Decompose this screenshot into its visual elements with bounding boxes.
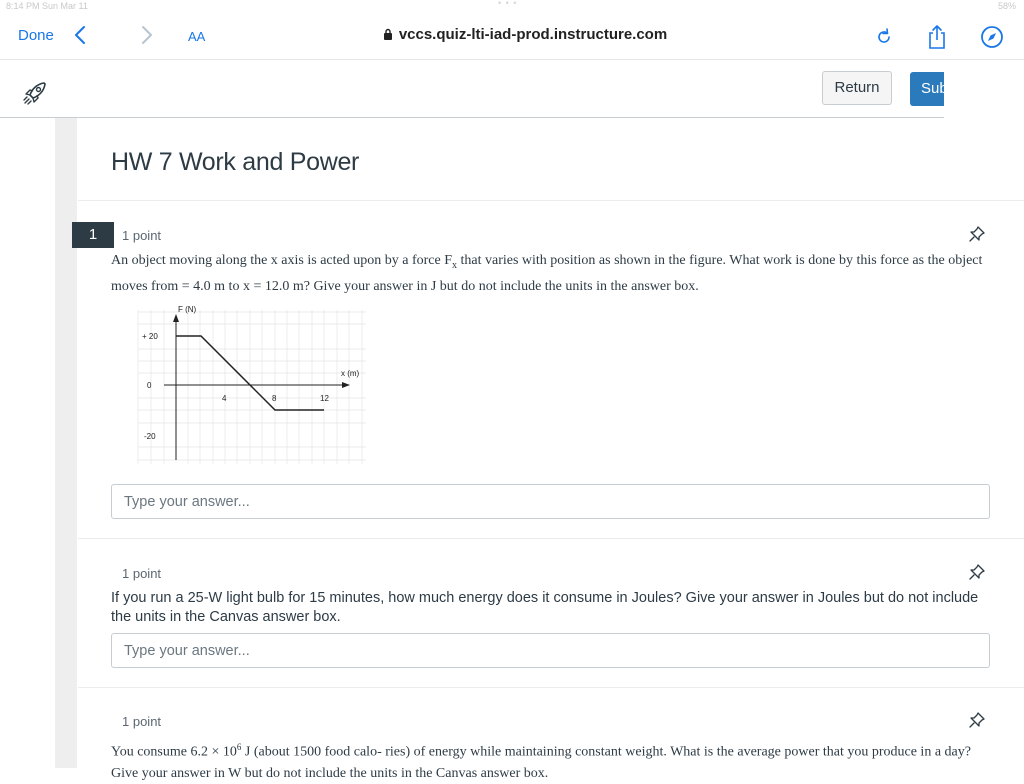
reload-icon[interactable] <box>874 27 894 47</box>
share-icon[interactable] <box>926 24 948 50</box>
divider <box>78 200 1024 201</box>
answer-field[interactable] <box>111 633 990 668</box>
question-text <box>111 250 991 297</box>
question-points: 1 point <box>122 228 162 243</box>
y-tick-label: -20 <box>144 432 156 441</box>
status-bar <box>0 0 1024 12</box>
x-tick-label: 4 <box>222 394 227 403</box>
status-time: 8:14 PM Sun Mar 11 <box>6 1 88 11</box>
multitask-dots[interactable]: • • • <box>498 0 518 8</box>
compass-icon[interactable] <box>980 25 1004 49</box>
x-tick-label: 12 <box>320 394 329 403</box>
question-text: If you run a 25-W light bulb for 15 minutes, how much energy does it consume in Joules? Give your answer in Joules but do not include the units in the Canvas answer box. <box>111 590 979 625</box>
return-button[interactable]: Return <box>822 71 892 105</box>
y-tick-label: 0 <box>147 381 152 390</box>
answer-input[interactable] <box>112 485 989 518</box>
y-axis-label: F (N) <box>178 305 197 314</box>
question-text-part: An object moving along the x axis is acted upon by a force F <box>111 253 452 268</box>
question-text <box>111 737 991 784</box>
question-text-part: You consume 6.2 × 10 <box>111 744 237 760</box>
question-superscript: 6 <box>236 742 242 752</box>
quiz-header <box>0 60 968 118</box>
submit-button[interactable]: Submit <box>910 72 944 106</box>
divider <box>78 538 1024 539</box>
question-text-part: J (about 1500 food calo- ries) of energy while maintaining constant weight. What is the average power that you produce in a day? Give your answer in W but do not include the units in the Canvas answer box. <box>111 744 971 781</box>
y-axis-arrow-icon <box>173 314 179 322</box>
back-chevron-icon[interactable] <box>71 23 91 47</box>
pushpin-icon[interactable] <box>968 225 986 243</box>
question-number: 1 <box>72 222 114 248</box>
x-axis-label: x (m) <box>341 369 360 378</box>
rocket-icon <box>22 80 48 106</box>
force-position-figure <box>134 300 368 466</box>
answer-field[interactable] <box>111 484 990 519</box>
text-size-button[interactable]: AA <box>188 29 206 44</box>
forward-chevron-icon[interactable] <box>136 23 156 47</box>
left-rail <box>55 118 77 768</box>
lock-icon <box>383 28 393 40</box>
quiz-title: HW 7 Work and Power <box>111 148 360 176</box>
question-text-part: that varies with position as shown in the figure. What work is done by this force as the object moves from = 4.0 m to x = 12.0 m? Give your answer in J but do not include the units in the answer box. <box>111 253 983 294</box>
pushpin-icon[interactable] <box>968 711 986 729</box>
divider <box>78 687 1024 688</box>
question-points: 1 point <box>122 714 162 729</box>
x-tick-label: 8 <box>272 394 277 403</box>
pushpin-icon[interactable] <box>968 563 986 581</box>
url-text: vccs.quiz-lti-iad-prod.instructure.com <box>398 26 668 43</box>
done-button[interactable]: Done <box>18 27 54 44</box>
address-bar[interactable] <box>360 26 690 43</box>
answer-input[interactable] <box>112 634 989 667</box>
battery-level: 58% <box>997 1 1016 11</box>
y-tick-label: + 20 <box>142 332 158 341</box>
question-subscript: x <box>451 259 457 271</box>
question-points: 1 point <box>122 566 162 581</box>
browser-toolbar <box>0 12 1024 60</box>
